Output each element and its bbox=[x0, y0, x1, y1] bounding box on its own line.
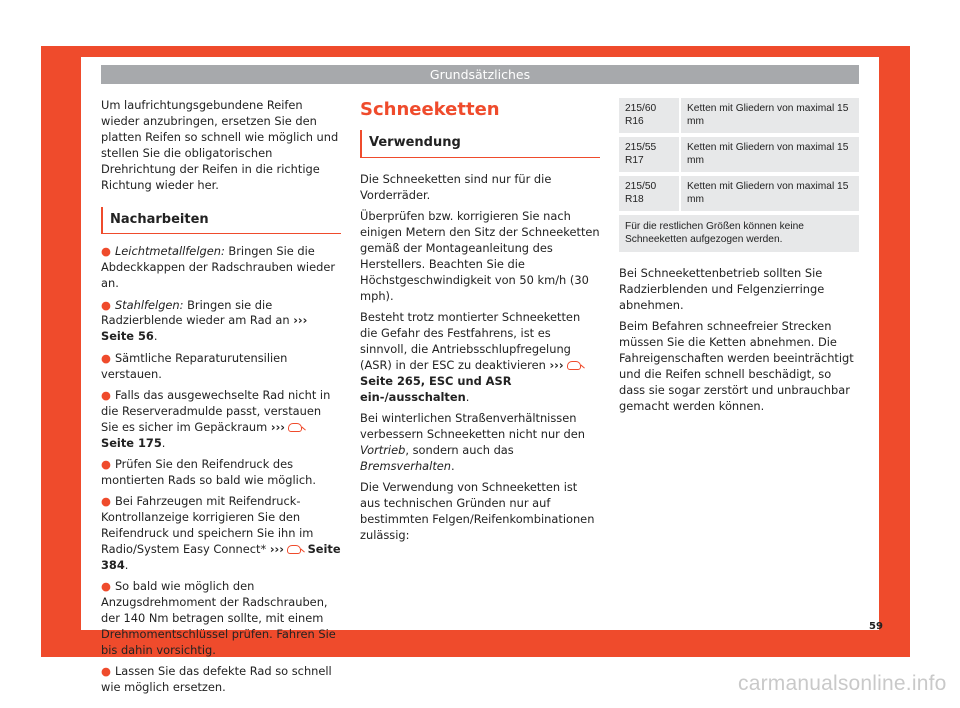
table-cell-desc: Ketten mit Gliedern von maximal 15 mm bbox=[681, 176, 859, 211]
heading-nacharbeiten: Nacharbeiten bbox=[101, 207, 341, 234]
table-row bbox=[619, 137, 859, 172]
table-cell-desc: Ketten mit Gliedern von maximal 15 mm bbox=[681, 137, 859, 172]
table-cell-size: 215/50 R18 bbox=[619, 176, 681, 211]
car-icon bbox=[288, 423, 302, 432]
paragraph: Beim Befahren schneefreier Strecken müssen Sie die Ketten abnehmen. Die Fahreigenschaften werden beeinträchtigt und die Reifen schnell beschädigt, so dass sie sogar zerstört und unbrauchbar gemacht werden können. bbox=[619, 319, 854, 413]
tire-chain-table bbox=[619, 94, 859, 256]
bullet-icon: ● bbox=[101, 494, 111, 509]
list-item: ● Lassen Sie das defekte Rad so schnell wie möglich ersetzen. bbox=[101, 663, 332, 694]
table-row bbox=[619, 98, 859, 133]
page-number: 59 bbox=[869, 621, 883, 632]
table-cell-size: 215/55 R17 bbox=[619, 137, 681, 172]
car-icon bbox=[567, 361, 581, 370]
paragraph: Die Schneeketten sind nur für die Vorderräder. bbox=[360, 172, 552, 202]
table-cell-size: 215/60 R16 bbox=[619, 98, 681, 133]
bullet-icon: ● bbox=[101, 297, 111, 312]
page-link[interactable]: Seite 175 bbox=[101, 435, 162, 450]
arrow-icon: ››› bbox=[270, 419, 285, 434]
watermark-text: carmanualsonline.info bbox=[738, 672, 947, 695]
list-item: ● So bald wie möglich den Anzugsdrehmoment der Radschrauben, der 140 Nm betragen sollte, mit einem Drehmomentschlüssel prüfen. Fahren Sie bis dahin vorsichtig. bbox=[101, 579, 336, 657]
list-item: ● Prüfen Sie den Reifendruck des montierten Rads so bald wie möglich. bbox=[101, 456, 316, 487]
list-item: ● Falls das ausgewechselte Rad nicht in die Reserveradmulde passt, verstauen Sie es sicher im Gepäckraum ››› Seite 175. bbox=[101, 387, 331, 450]
page-link[interactable]: Seite 265, ESC und ASR ein-/ausschalten bbox=[360, 373, 512, 404]
page-link[interactable]: Seite 384 bbox=[101, 541, 341, 572]
section-title: Schneeketten bbox=[360, 99, 500, 120]
section-header: Grundsätzliches bbox=[101, 65, 859, 84]
bullet-icon: ● bbox=[101, 244, 111, 259]
list-item: ● Bei Fahrzeugen mit Reifendruck-Kontrollanzeige korrigieren Sie den Reifendruck und speichern Sie ihn im Radio/System Easy Connect* ››› Seite 384. bbox=[101, 494, 341, 572]
car-icon bbox=[287, 545, 301, 554]
table-row bbox=[619, 215, 859, 252]
paragraph: Überprüfen bzw. korrigieren Sie nach einigen Metern den Sitz der Schneeketten gemäß der Montageanleitung des Herstellers. Beachten Sie die Höchstgeschwindigkeit von 50 km/h (30 mph). bbox=[360, 209, 600, 303]
arrow-icon: ››› bbox=[549, 357, 564, 372]
arrow-icon: ››› bbox=[269, 541, 284, 556]
table-cell-desc: Ketten mit Gliedern von maximal 15 mm bbox=[681, 98, 859, 133]
list-item: ● Sämtliche Reparaturutensilien verstauen. bbox=[101, 350, 288, 381]
table-note: Für die restlichen Größen können keine Schneeketten aufgezogen werden. bbox=[619, 215, 859, 252]
list-item: ● Stahlfelgen: Bringen sie die Radzierblende wieder am Rad an ››› Seite 56. bbox=[101, 297, 308, 344]
list-item: ● Leichtmetallfelgen: Bringen Sie die Abdeckkappen der Radschrauben wieder an. bbox=[101, 244, 336, 291]
bullet-icon: ● bbox=[101, 579, 111, 593]
bullet-icon: ● bbox=[101, 456, 111, 471]
column-left bbox=[101, 98, 341, 701]
column-right bbox=[619, 98, 859, 420]
bullet-icon: ● bbox=[101, 387, 111, 402]
paragraph: Die Verwendung von Schneeketten ist aus technischen Gründen nur auf bestimmten Felgen/Reifenkombinationen zulässig: bbox=[360, 479, 595, 542]
page-link[interactable]: Seite 56 bbox=[101, 329, 154, 344]
paragraph: Bei Schneekettenbetrieb sollten Sie Radzierblenden und Felgenzierringe abnehmen. bbox=[619, 266, 825, 312]
paragraph: Besteht trotz montierter Schneeketten die Gefahr des Festfahrens, ist es sinnvoll, die Antriebsschlupfregelung (ASR) in der ESC zu deaktivieren ››› Seite 265, ESC und ASR ein-/ausschalten. bbox=[360, 310, 581, 404]
subsection-title: Verwendung bbox=[360, 130, 600, 158]
bullet-icon: ● bbox=[101, 350, 111, 365]
table-row bbox=[619, 176, 859, 211]
paragraph: Bei winterlichen Straßenverhältnissen verbessern Schneeketten nicht nur den Vortrieb, sondern auch das Bremsverhalten. bbox=[360, 410, 585, 473]
bullet-icon: ● bbox=[101, 663, 111, 678]
column-middle bbox=[360, 98, 600, 549]
arrow-icon: ››› bbox=[293, 313, 308, 328]
intro-paragraph: Um laufrichtungsgebundene Reifen wieder anzubringen, ersetzen Sie den platten Reifen so schnell wie möglich und stellen Sie die obligatorischen Drehrichtung der Reifen in die richtige Richtung wieder her. bbox=[101, 98, 339, 192]
